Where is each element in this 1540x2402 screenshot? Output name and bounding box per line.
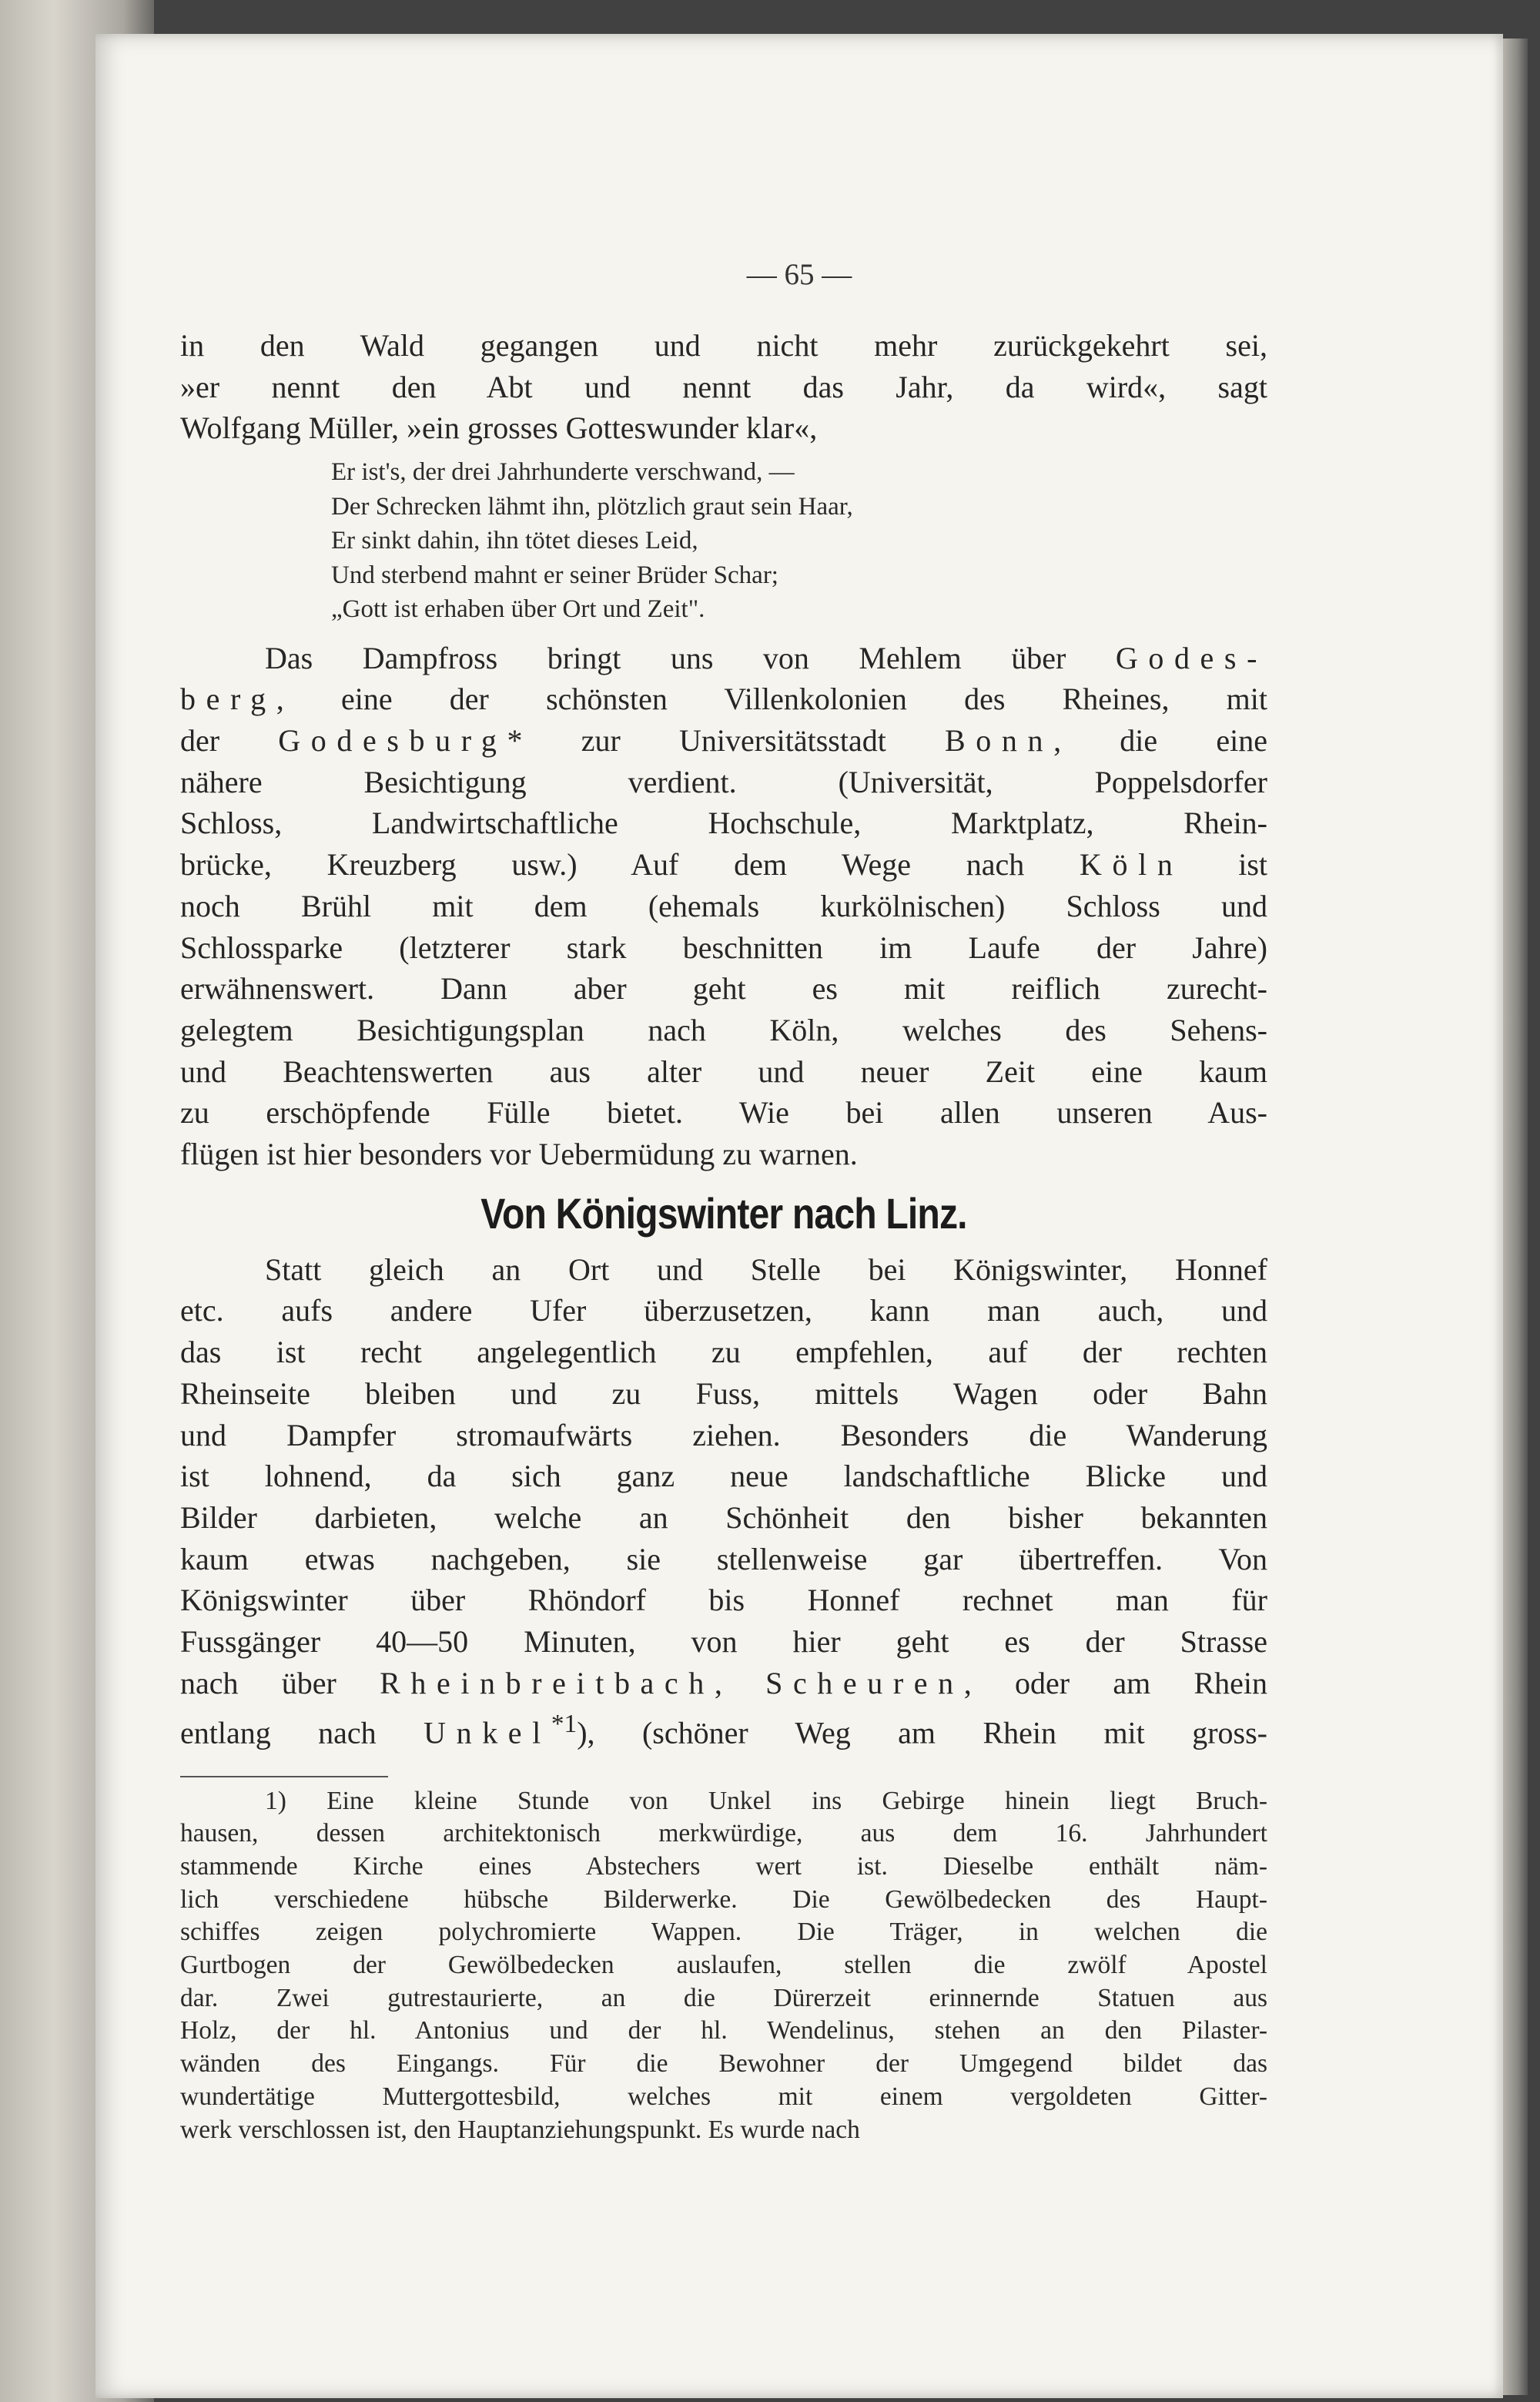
footnote-line: dar. Zwei gutrestaurierte, an die Dürerzeit erinnernde Statuen aus: [180, 1983, 1267, 2012]
footnote-line: Gurtbogen der Gewölbedecken auslaufen, stellen die zwölf Apostel: [180, 1951, 1267, 1980]
paragraph-koenigswinter: [180, 1249, 1267, 1754]
footnote-line: wänden des Eingangs. Für die Bewohner der Umgegend bildet das: [180, 2049, 1267, 2079]
text-line: zu erschöpfende Fülle bietet. Wie bei allen unseren Aus-: [180, 1095, 1267, 1131]
text-line: nähere Besichtigung verdient. (Universität, Poppelsdorfer: [180, 764, 1267, 799]
paragraph-continuation: [180, 325, 1267, 449]
text-line: und Beachtenswerten aus alter und neuer Zeit eine kaum: [180, 1054, 1267, 1089]
text-line: Fussgänger 40—50 Minuten, von hier geht es der Strasse: [180, 1624, 1267, 1660]
text-line: Bilder darbieten, welche an Schönheit den bisher bekannten: [180, 1499, 1267, 1535]
spaced-name: Köln: [1080, 847, 1183, 883]
footnote-line: schiffes zeigen polychromierte Wappen. Die Träger, in welchen die: [180, 1918, 1267, 1947]
text-line: Wolfgang Müller, »ein grosses Gotteswunder klar«,: [180, 410, 818, 446]
poem-line: Der Schrecken lähmt ihn, plötzlich graut sein Haar,: [331, 492, 853, 521]
footnote: [180, 1785, 1267, 2147]
text-line: noch Brühl mit dem (ehemals kurkölnischen) Schloss und: [180, 888, 1267, 923]
footnote-line: werk verschlossen ist, den Hauptanziehungspunkt. Es wurde nach: [180, 2115, 860, 2144]
footnote-line: hausen, dessen architektonisch merkwürdige, aus dem 16. Jahrhundert: [180, 1819, 1267, 1848]
footnote-separator: [180, 1776, 388, 1777]
text-line: der Godesburg* zur Universitätsstadt Bonn, die eine: [180, 723, 1267, 759]
body-text: [180, 325, 1267, 2146]
footnote-line: Holz, der hl. Antonius und der hl. Wendelinus, stehen an den Pilaster-: [180, 2016, 1267, 2045]
text-line: »er nennt den Abt und nennt das Jahr, da wird«, sagt: [180, 369, 1267, 404]
poem-line: Er sinkt dahin, ihn tötet dieses Leid,: [331, 527, 698, 555]
spaced-name: Bonn: [945, 723, 1054, 759]
spaced-name: Rheinbreitbach: [380, 1665, 715, 1700]
text-line: Königswinter über Rhöndorf bis Honnef rechnet man für: [180, 1583, 1267, 1618]
spaced-name: berg: [180, 682, 276, 717]
spaced-name: Scheuren: [765, 1665, 964, 1700]
text-line: etc. aufs andere Ufer überzusetzen, kann man auch, und: [180, 1293, 1267, 1328]
poem-line: Er ist's, der drei Jahrhunderte verschwand, —: [331, 458, 795, 487]
text-line: brücke, Kreuzberg usw.) Auf dem Wege nach Köln ist: [180, 847, 1267, 883]
poem-line: „Gott ist erhaben über Ort und Zeit".: [331, 595, 705, 624]
text-line: Schloss, Landwirtschaftliche Hochschule, Marktplatz, Rhein-: [180, 806, 1267, 841]
text-line: ist lohnend, da sich ganz neue landschaftliche Blicke und: [180, 1459, 1267, 1494]
text-line: Statt gleich an Ort und Stelle bei Königswinter, Honnef: [265, 1251, 1267, 1287]
section-heading: Von Königswinter nach Linz.: [480, 1188, 967, 1238]
text-line: Rheinseite bleiben und zu Fuss, mittels Wagen oder Bahn: [180, 1375, 1267, 1411]
paragraph-godesberg: [180, 638, 1267, 1175]
footnote-line: stammende Kirche eines Abstechers wert ist. Dieselbe enthält näm-: [180, 1851, 1267, 1881]
page-number: — 65 —: [746, 258, 852, 291]
text-line: gelegtem Besichtigungsplan nach Köln, welches des Sehens-: [180, 1012, 1267, 1047]
text-line: Das Dampfross bringt uns von Mehlem über Godes-: [265, 640, 1267, 675]
text-line: erwähnenswert. Dann aber geht es mit reiflich zurecht-: [180, 971, 1267, 1007]
text-line: kaum etwas nachgeben, sie stellenweise gar übertreffen. Von: [180, 1541, 1267, 1576]
footnote-line: 1) Eine kleine Stunde von Unkel ins Gebirge hinein liegt Bruch-: [265, 1786, 1267, 1815]
text-line: das ist recht angelegentlich zu empfehlen, auf der rechten: [180, 1335, 1267, 1370]
asterisk-mark: *: [507, 723, 523, 759]
footnote-marker: *1: [551, 1710, 578, 1739]
spaced-name: Godes-: [1115, 640, 1267, 675]
spaced-name: Unkel: [424, 1715, 551, 1750]
poem-quote: [331, 455, 1267, 627]
footnote-line: lich verschiedene hübsche Bilderwerke. Die Gewölbedecken des Haupt-: [180, 1884, 1267, 1914]
page-stack-edge: [1502, 39, 1528, 2395]
text-line: und Dampfer stromaufwärts ziehen. Besonders die Wanderung: [180, 1417, 1267, 1452]
text-line: berg, eine der schönsten Villenkolonien des Rheines, mit: [180, 682, 1267, 717]
poem-line: Und sterbend mahnt er seiner Brüder Schar;: [331, 561, 778, 589]
text-line: flügen ist hier besonders vor Uebermüdung zu warnen.: [180, 1137, 858, 1172]
text-line: nach über Rheinbreitbach, Scheuren, oder am Rhein: [180, 1665, 1267, 1700]
text-line: in den Wald gegangen und nicht mehr zurückgekehrt sei,: [180, 328, 1267, 363]
text-line: Schlossparke (letzterer stark beschnitten im Laufe der Jahre): [180, 930, 1267, 965]
book-page: [95, 34, 1503, 2398]
text-line: entlang nach Unkel$^{*1}$), (schöner Weg am Rhein mit gross-: [180, 1710, 1267, 1750]
footnote-line: wundertätige Muttergottesbild, welches mit einem vergoldeten Gitter-: [180, 2082, 1267, 2111]
spaced-name: Godesburg: [278, 723, 507, 759]
